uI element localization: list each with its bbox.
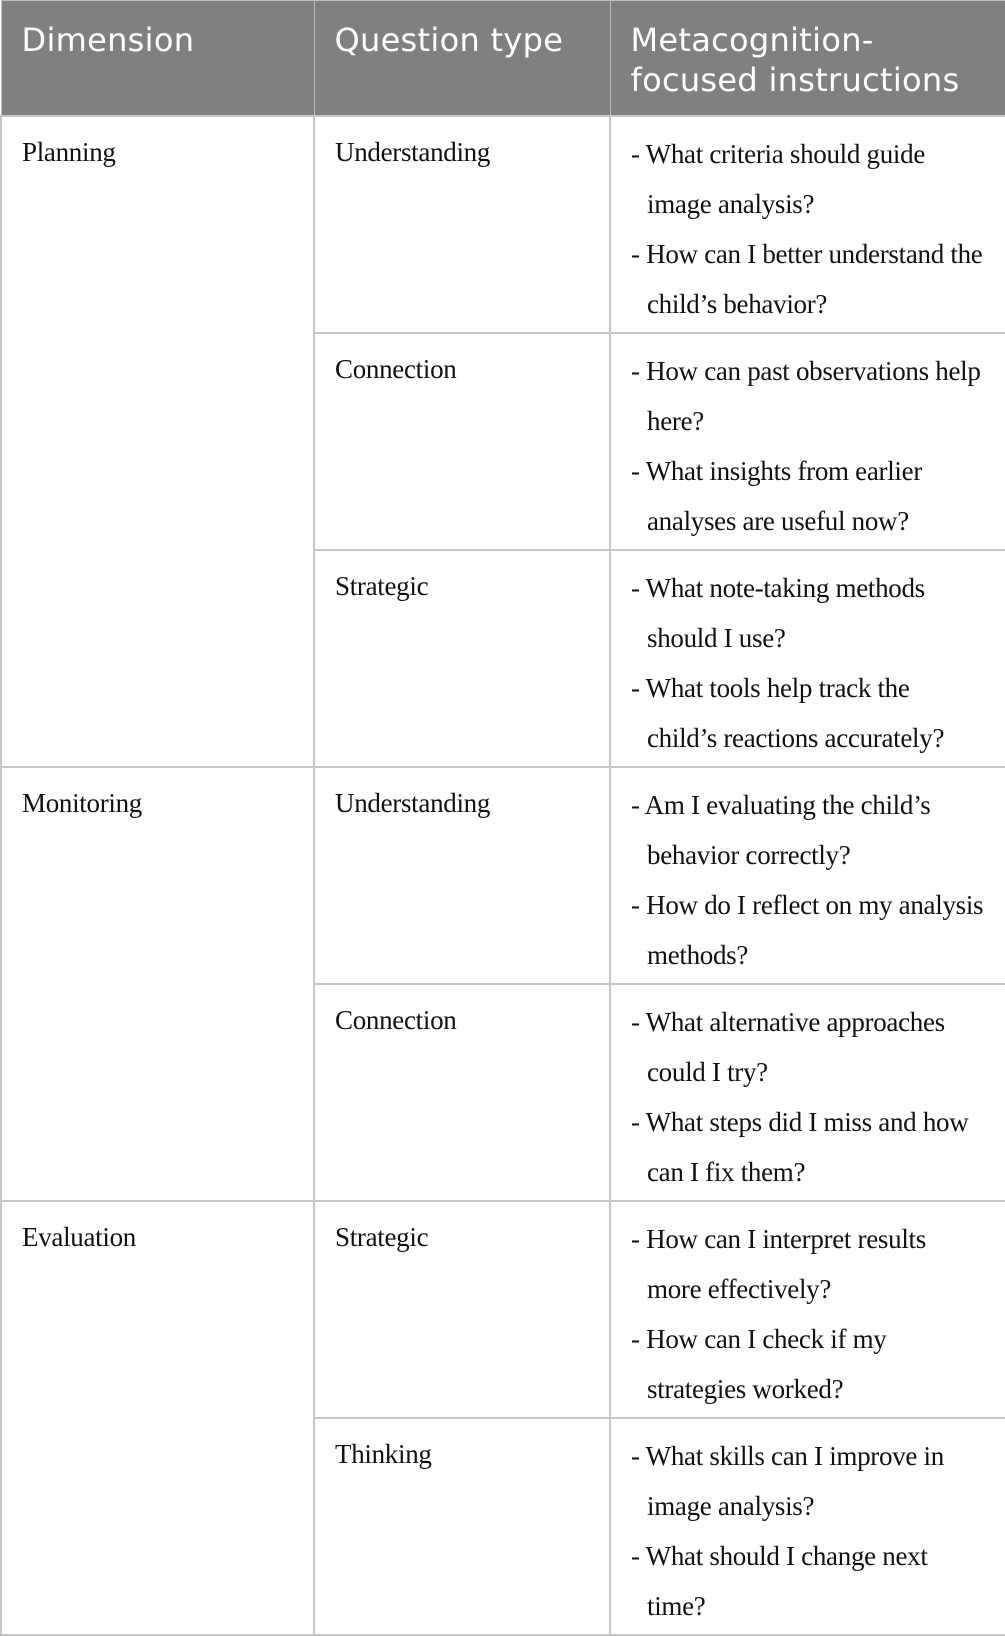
question-type-cell: Strategic <box>314 550 610 767</box>
instructions-cell <box>610 333 1005 550</box>
header-dimension: Dimension <box>1 1 314 117</box>
question-type-cell: Thinking <box>314 1418 610 1635</box>
instructions-cell <box>610 116 1005 333</box>
instructions-cell <box>610 1201 1005 1418</box>
instruction-item: - What criteria should guide image analysis? <box>631 139 926 219</box>
instruction-item: - What note-taking methods should I use? <box>631 573 925 653</box>
dimension-cell: Evaluation <box>1 1201 314 1635</box>
header-instructions: Metacognition-focused instructions <box>610 1 1005 117</box>
instruction-item: - What insights from earlier analyses are useful now? <box>631 456 923 536</box>
instruction-item: - How do I reflect on my analysis methods? <box>631 890 984 970</box>
instructions-cell <box>610 550 1005 767</box>
instructions-cell <box>610 984 1005 1201</box>
table-row <box>1 767 1005 984</box>
question-type-cell: Connection <box>314 984 610 1201</box>
instruction-item: - How can I check if my strategies worked? <box>631 1324 887 1404</box>
instruction-item: - How can past observations help here? <box>631 356 981 436</box>
instruction-item: - How can I better understand the child’s behavior? <box>631 239 983 319</box>
instruction-item: - What should I change next time? <box>631 1541 928 1621</box>
question-type-cell: Strategic <box>314 1201 610 1418</box>
question-type-cell: Connection <box>314 333 610 550</box>
header-row <box>1 1 1005 117</box>
instruction-item: - What steps did I miss and how can I fix them? <box>631 1107 969 1187</box>
instruction-item: - What skills can I improve in image analysis? <box>631 1441 944 1521</box>
instruction-item: - How can I interpret results more effectively? <box>631 1224 926 1304</box>
instructions-cell <box>610 1418 1005 1635</box>
question-type-cell: Understanding <box>314 116 610 333</box>
table-row <box>1 116 1005 333</box>
instructions-cell <box>610 767 1005 984</box>
table-row <box>1 1201 1005 1418</box>
question-type-cell: Understanding <box>314 767 610 984</box>
dimension-cell: Planning <box>1 116 314 767</box>
header-question-type: Question type <box>314 1 610 117</box>
instruction-item: - What alternative approaches could I try? <box>631 1007 945 1087</box>
instruction-item: - Am I evaluating the child’s behavior correctly? <box>631 790 931 870</box>
dimension-cell: Monitoring <box>1 767 314 1201</box>
instruction-item: - What tools help track the child’s reactions accurately? <box>631 673 945 753</box>
